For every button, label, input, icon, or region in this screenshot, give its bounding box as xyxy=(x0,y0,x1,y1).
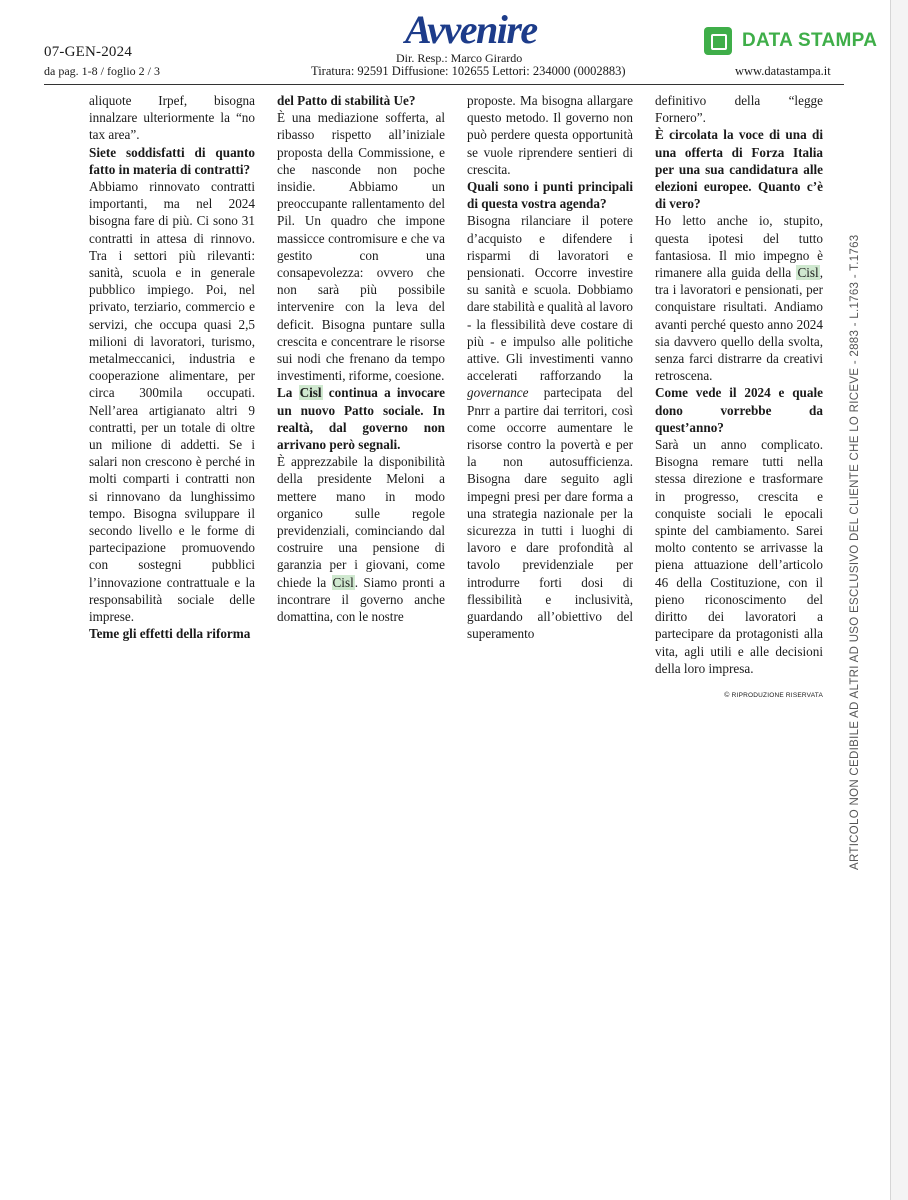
page-reference: da pag. 1-8 / foglio 2 / 3 xyxy=(44,64,160,78)
paragraph: proposte. Ma bisogna allargare questo metodo. Il governo non può perdere questa opportunità se vuole riprendere sentieri di crescita. xyxy=(467,93,633,177)
highlighted-keyword: Cisl xyxy=(332,574,354,590)
interview-question: Siete soddisfatti di quanto fatto in materia di contratti? xyxy=(89,144,255,177)
usage-restriction-note: ARTICOLO NON CEDIBILE AD ALTRI AD USO ESCLUSIVO DEL CLIENTE CHE LO RICEVE - 2883 - L.1763 - T.1763 xyxy=(849,234,861,870)
paragraph: È apprezzabile la disponibilità della presidente Meloni a mettere mano in modo organico sulle regole previdenziali, cominciando dal costruire una pensione di garanzia per i giovani, come chiede la Cisl. Siamo pronti a incontrare il governo anche domattina, con le nostre xyxy=(277,454,445,625)
article-column-2 xyxy=(277,92,445,625)
director-line: Dir. Resp.: Marco Girardo xyxy=(396,51,523,65)
interview-question: Teme gli effetti della riforma xyxy=(89,626,251,642)
highlighted-keyword: Cisl xyxy=(299,385,322,401)
page-edge-strip xyxy=(891,0,908,1200)
italic-term: governance xyxy=(467,385,529,401)
issue-date: 07-GEN-2024 xyxy=(44,44,133,60)
paragraph: Sarà un anno complicato. Bisogna remare tutti nella stessa direzione e trasformare in progresso, crescita e conquiste sociali le epocali spinte del cambiamento. Sarei molto contento se arrivasse la piena attuazione dell’articolo 46 della Costituzione, con il pieno riconoscimento del diritto dei lavoratori a partecipare da protagonisti alla vita, agli utili e alle decisioni della loro impresa. xyxy=(655,437,823,676)
article-column-3 xyxy=(467,92,633,643)
interview-question: La Cisl continua a invocare un nuovo Patto sociale. In realtà, dal governo non arrivano però segnali. xyxy=(277,385,446,453)
interview-question: Come vede il 2024 e quale dono vorrebbe da quest’anno? xyxy=(655,385,823,435)
article-column-1 xyxy=(89,92,255,643)
paragraph: Ho letto anche io, stupito, questa ipotesi del tutto fantasiosa. Il mio impegno è rimanere alla guida della Cisl, tra i lavoratori e pensionati, per conquistare risultati. Andiamo avanti perché questo anno 2024 sia davvero quello della svolta, senza farci distrarre da creativi retroscena. xyxy=(655,213,823,384)
interview-question: Quali sono i punti principali di questa vostra agenda? xyxy=(467,179,633,212)
header-divider xyxy=(44,84,844,85)
interview-question: È circolata la voce di una di una offerta di Forza Italia per una sua candidatura alle elezioni europee. Quanto c’è di vero? xyxy=(655,127,823,212)
newspaper-logo: Avvenire xyxy=(405,7,537,52)
paragraph: definitivo della “legge Fornero”. xyxy=(655,93,823,126)
paragraph: Bisogna rilanciare il potere d’acquisto e difendere i risparmi di lavoratori e pensionati. Occorre investire su sanità e scuola. Dobbiamo dare stabilità e qualità al lavoro - la flessibilità deve costare di più - e impulso alle politiche attive. Gli investimenti vanno accelerati rafforzando la governance partecipata del Pnrr a partire dai territori, così come occorre aumentare le risorse contro la povertà e per la non autosufficienza. Bisogna dare seguito agli impegni presi per dare forma a una strategia nazionale per la sicurezza in tutti i luoghi di lavoro e dare profondità al tavolo previdenziale per introdurre forti dosi di flessibilità e inclusività, guardando all’obiettivo del superamento xyxy=(467,213,633,642)
interview-question: del Patto di stabilità Ue? xyxy=(277,93,416,108)
circulation-line: Tiratura: 92591 Diffusione: 102655 Lettori: 234000 (0002883) xyxy=(311,64,626,78)
copyright-notice: © RIPRODUZIONE RISERVATA xyxy=(724,691,823,699)
paragraph: aliquote Irpef, bisogna innalzare ulteriormente la “no tax area”. xyxy=(89,93,255,143)
article-column-4 xyxy=(655,92,823,704)
datastampa-url: www.datastampa.it xyxy=(735,64,831,78)
highlighted-keyword: Cisl xyxy=(797,265,819,281)
copyright-icon: © xyxy=(724,691,730,699)
datastampa-name: DATA STAMPA xyxy=(742,30,878,51)
paragraph: Abbiamo rinnovato contratti importanti, ma nel 2024 bisogna fare di più. Ci sono 31 contratti in attesa di rinnovo. Tra i settori più rilevanti: sanità, scuola e in generale pubblico impiego. Poi, nel privato, terziario, commercio e servizi, che occupa quasi 2,5 milioni di lavoratori, turismo, metalmeccanici, industria e cooperazione alimentare, per circa 300mila occupati. Nell’area artigianato altri 9 contratti, per un totale di oltre un milione di addetti. Se i salari non crescono è perché in molti comparti i contratti non si rinnovano da lunghissimo tempo. Bisogna sviluppare il secondo livello e le forme di partecipazione promuovendo con sostegni pubblici l’innovazione contrattuale e la responsabilità sociale delle imprese. xyxy=(89,179,255,625)
datastampa-logo xyxy=(704,27,877,55)
paragraph: È una mediazione sofferta, al ribasso rispetto all’iniziale proposta della Commissione, e che nasconde non poche insidie. Abbiamo un preoccupante rallentamento del Pil. Un quadro che impone massicce contromisure e che va gestito con una consapevolezza: ovvero che non sarà più possibile intervenire con la leva del deficit. Bisogna puntare sulla crescita e concentrare le risorse sui nodi che frenano da tempo investimenti, riforme, coesione. xyxy=(277,110,445,384)
square-logo-icon xyxy=(704,27,732,55)
